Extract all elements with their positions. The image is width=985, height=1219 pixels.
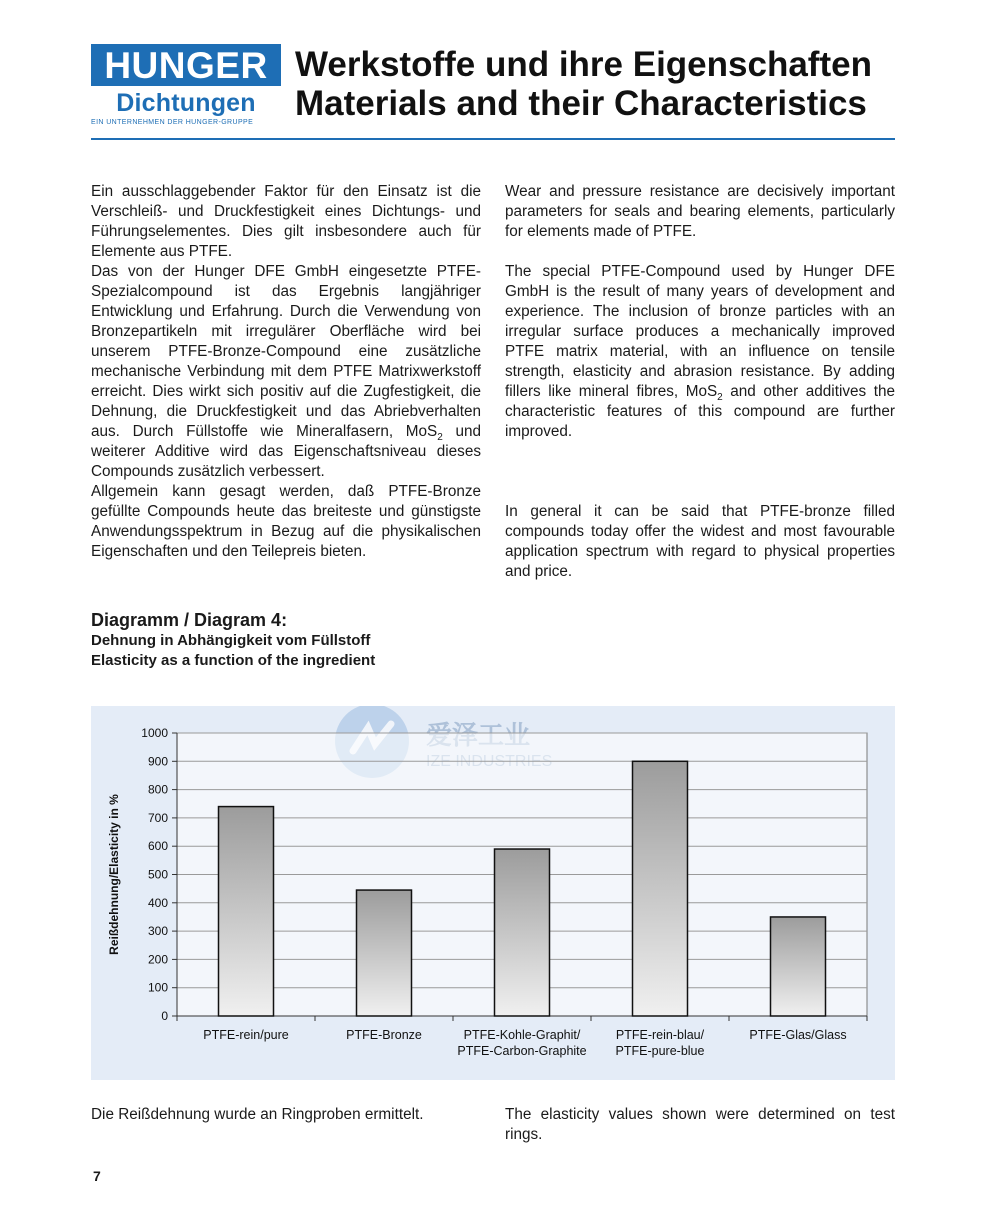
y-tick-label: 800 — [147, 782, 168, 797]
y-tick-label: 500 — [147, 867, 168, 882]
bar — [357, 890, 412, 1016]
y-tick-label: 900 — [147, 754, 168, 769]
german-paragraph-2: Das von der Hunger DFE GmbH eingesetzte PTFE-Spezialcompound ist das Ergebnis langjähriger Entwicklung und Erfahrung. Durch die Verwendung von Bronzepartikeln mit irregulärer Oberfläche wird bei unserem PTFE-Bronze-Compound eine zusätzliche mechanische Verbindung mit dem PTFE Matrixwerkstoff erreicht. Dies wirkt sich positiv auf die Zugfestigkeit, die Dehnung, die Druckfestigkeit und das Abriebverhalten aus. Durch Füllstoffe wie Mineralfasern, MoS$_2$ und weiterer Additive wird das Eigenschaftsniveau dieses Compounds zusätzlich verbessert. — [91, 263, 481, 480]
footnote-german: Die Reißdehnung wurde an Ringproben ermittelt. — [91, 1106, 424, 1123]
x-category-label: PTFE-Bronze — [346, 1028, 422, 1042]
x-category-label: PTFE-pure-blue — [615, 1044, 705, 1058]
english-paragraph-1: Wear and pressure resistance are decisively important parameters for seals and bearing elements, particularly for elements made of PTFE. — [505, 183, 895, 240]
diagram-subtitle-en: Elasticity as a function of the ingredient — [91, 652, 376, 669]
english-paragraph-3: In general it can be said that PTFE-bronze filled compounds today offer the widest and most favourable application spectrum with regard to physical properties and price. — [505, 503, 895, 580]
x-category-label: PTFE-Glas/Glass — [749, 1028, 847, 1042]
y-tick-label: 600 — [147, 839, 168, 854]
bar — [495, 849, 550, 1016]
bar — [771, 917, 826, 1016]
title-english: Materials and their Characteristics — [295, 84, 867, 123]
x-category-label: PTFE-Carbon-Graphite — [457, 1044, 587, 1058]
english-column — [505, 182, 895, 582]
x-category-label: PTFE-Kohle-Graphit/ — [463, 1028, 581, 1042]
footnote-english: The elasticity values shown were determined on test rings. — [505, 1106, 895, 1143]
german-paragraph-1: Ein ausschlaggebender Faktor für den Einsatz ist die Verschleiß- und Druckfestigkeit eines Dichtungs- und Führungselementes. Dies gilt insbesondere auch für Elemente aus PTFE. — [91, 183, 481, 260]
header-rule — [91, 138, 895, 140]
page-title — [295, 45, 872, 123]
english-paragraph-2: The special PTFE-Compound used by Hunger DFE GmbH is the result of many years of development and experience. The inclusion of bronze particles with an irregular surface produces a mechanically improved PTFE matrix material, with an influence on tensile strength, elasticity and abrasion resistance. By adding fillers like mineral fibres, MoS$_2$ and other additives the characteristic features of this compound are further improved. — [505, 263, 895, 440]
title-german: Werkstoffe und ihre Eigenschaften — [295, 45, 872, 84]
y-tick-label: 200 — [147, 952, 168, 967]
german-column — [91, 182, 481, 562]
diagram-subtitle-de: Dehnung in Abhängigkeit vom Füllstoff — [91, 632, 371, 649]
elasticity-bar-chart — [91, 706, 895, 1080]
y-tick-label: 1000 — [141, 726, 168, 740]
bar — [633, 761, 688, 1016]
chart-container — [91, 706, 895, 1080]
german-paragraph-3: Allgemein kann gesagt werden, daß PTFE-Bronze gefüllte Compounds heute das breiteste und günstigste Anwendungsspektrum in Bezug auf die physikalischen Eigenschaften und den Teilepreis bieten. — [91, 483, 481, 560]
page-number: 7 — [93, 1168, 101, 1184]
diagram-title: Diagramm / Diagram 4: — [91, 610, 288, 630]
company-logo — [91, 44, 281, 126]
logo-dichtungen: Dichtungen — [116, 89, 256, 117]
y-tick-label: 300 — [147, 924, 168, 939]
logo-subtitle: EIN UNTERNEHMEN DER HUNGER-GRUPPE — [91, 119, 254, 126]
y-tick-label: 700 — [147, 810, 168, 825]
y-tick-label: 400 — [147, 895, 168, 910]
bar — [219, 807, 274, 1016]
y-tick-label: 100 — [147, 980, 168, 995]
logo-hunger: HUNGER — [91, 44, 281, 86]
x-category-label: PTFE-rein/pure — [203, 1028, 289, 1042]
y-tick-label: 0 — [161, 1009, 168, 1023]
diagram-heading — [91, 609, 375, 671]
x-category-label: PTFE-rein-blau/ — [615, 1028, 705, 1042]
y-axis-label: Reißdehnung/Elasticity in % — [107, 794, 121, 955]
